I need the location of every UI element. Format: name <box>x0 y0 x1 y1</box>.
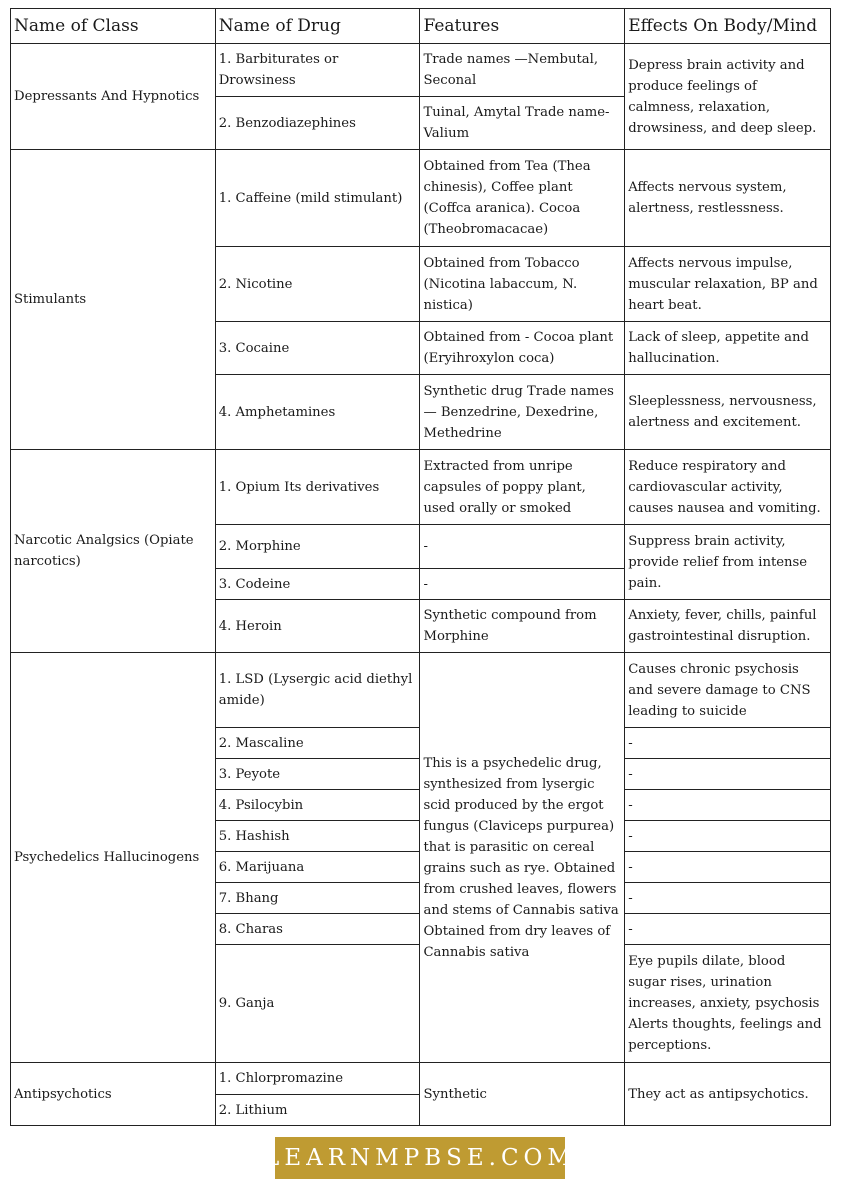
header-features: Features <box>420 9 625 44</box>
table-row <box>11 653 831 728</box>
effect-cell: Suppress brain activity, provide relief from intense pain. <box>625 525 831 600</box>
effect-cell: Affects nervous impulse, muscular relaxation, BP and heart beat. <box>625 247 831 322</box>
class-cell: Narcotic Analgsics (Opiate narcotics) <box>11 450 216 653</box>
drug-cell: 1. Barbiturates or Drowsiness <box>215 44 420 97</box>
feature-cell: Tuinal, Amytal Trade name- Valium <box>420 97 625 150</box>
feature-cell: Synthetic compound from Morphine <box>420 600 625 653</box>
feature-cell: Synthetic <box>420 1063 625 1126</box>
feature-cell: - <box>420 525 625 569</box>
drug-cell: 6. Marijuana <box>215 852 420 883</box>
effect-cell: - <box>625 821 831 852</box>
feature-cell: This is a psychedelic drug, synthesized from lysergic scid produced by the ergot fungus (Claviceps purpurea) that is parasitic on cereal grains such as rye. Obtained from crushed leaves, flowers and stems of Cannabis sativa Obtained from dry leaves of Cannabis sativa <box>420 653 625 1063</box>
drug-cell: 2. Morphine <box>215 525 420 569</box>
effect-cell: Reduce respiratory and cardiovascular activity, causes nausea and vomiting. <box>625 450 831 525</box>
feature-cell: - <box>420 569 625 600</box>
effect-cell: - <box>625 852 831 883</box>
feature-cell: Trade names —Nembutal, Seconal <box>420 44 625 97</box>
drug-cell: 2. Mascaline <box>215 728 420 759</box>
drug-cell: 2. Benzodiazephines <box>215 97 420 150</box>
class-cell: Antipsychotics <box>11 1063 216 1126</box>
drug-cell: 1. Chlorpromazine <box>215 1063 420 1095</box>
effect-cell: Anxiety, fever, chills, painful gastrointestinal disruption. <box>625 600 831 653</box>
effect-cell: - <box>625 914 831 945</box>
feature-cell: Synthetic drug Trade names — Benzedrine, Dexedrine, Methedrine <box>420 375 625 450</box>
table-row <box>11 450 831 525</box>
effect-cell: Affects nervous system, alertness, restlessness. <box>625 150 831 247</box>
table-row <box>11 44 831 97</box>
header-class: Name of Class <box>11 9 216 44</box>
effect-cell: - <box>625 790 831 821</box>
drug-cell: 5. Hashish <box>215 821 420 852</box>
site-logo: LEARNMPBSE.COM <box>275 1137 565 1179</box>
effect-cell: - <box>625 759 831 790</box>
drug-classification-table <box>10 8 831 1126</box>
drug-cell: 1. LSD (Lysergic acid diethyl amide) <box>215 653 420 728</box>
drug-cell: 2. Lithium <box>215 1095 420 1126</box>
feature-cell: Obtained from Tobacco (Nicotina labaccum, N. nistica) <box>420 247 625 322</box>
drug-cell: 4. Psilocybin <box>215 790 420 821</box>
effect-cell: - <box>625 883 831 914</box>
effect-cell: They act as antipsychotics. <box>625 1063 831 1126</box>
header-effects: Effects On Body/Mind <box>625 9 831 44</box>
feature-cell: Extracted from unripe capsules of poppy plant, used orally or smoked <box>420 450 625 525</box>
drug-cell: 1. Opium Its derivatives <box>215 450 420 525</box>
class-cell: Psychedelics Hallucinogens <box>11 653 216 1063</box>
drug-cell: 3. Cocaine <box>215 322 420 375</box>
drug-cell: 9. Ganja <box>215 945 420 1063</box>
effect-cell: Lack of sleep, appetite and hallucination. <box>625 322 831 375</box>
drug-cell: 4. Heroin <box>215 600 420 653</box>
drug-cell: 1. Caffeine (mild stimulant) <box>215 150 420 247</box>
effect-cell: Sleeplessness, nervousness, alertness and excitement. <box>625 375 831 450</box>
drug-cell: 7. Bhang <box>215 883 420 914</box>
effect-cell: - <box>625 728 831 759</box>
feature-cell: Obtained from - Cocoa plant (Eryihroxylon coca) <box>420 322 625 375</box>
drug-cell: 8. Charas <box>215 914 420 945</box>
class-cell: Depressants And Hypnotics <box>11 44 216 150</box>
table-row <box>11 150 831 247</box>
class-cell: Stimulants <box>11 150 216 450</box>
drug-cell: 3. Peyote <box>215 759 420 790</box>
drug-cell: 3. Codeine <box>215 569 420 600</box>
drug-cell: 2. Nicotine <box>215 247 420 322</box>
feature-cell: Obtained from Tea (Thea chinesis), Coffee plant (Coffca aranica). Cocoa (Theobromacacae) <box>420 150 625 247</box>
drug-cell: 4. Amphetamines <box>215 375 420 450</box>
effect-cell: Eye pupils dilate, blood sugar rises, urination increases, anxiety, psychosis Alerts thoughts, feelings and perceptions. <box>625 945 831 1063</box>
header-drug: Name of Drug <box>215 9 420 44</box>
effect-cell: Depress brain activity and produce feelings of calmness, relaxation, drowsiness, and deep sleep. <box>625 44 831 150</box>
header-row <box>11 9 831 44</box>
table-row <box>11 1063 831 1095</box>
effect-cell: Causes chronic psychosis and severe damage to CNS leading to suicide <box>625 653 831 728</box>
